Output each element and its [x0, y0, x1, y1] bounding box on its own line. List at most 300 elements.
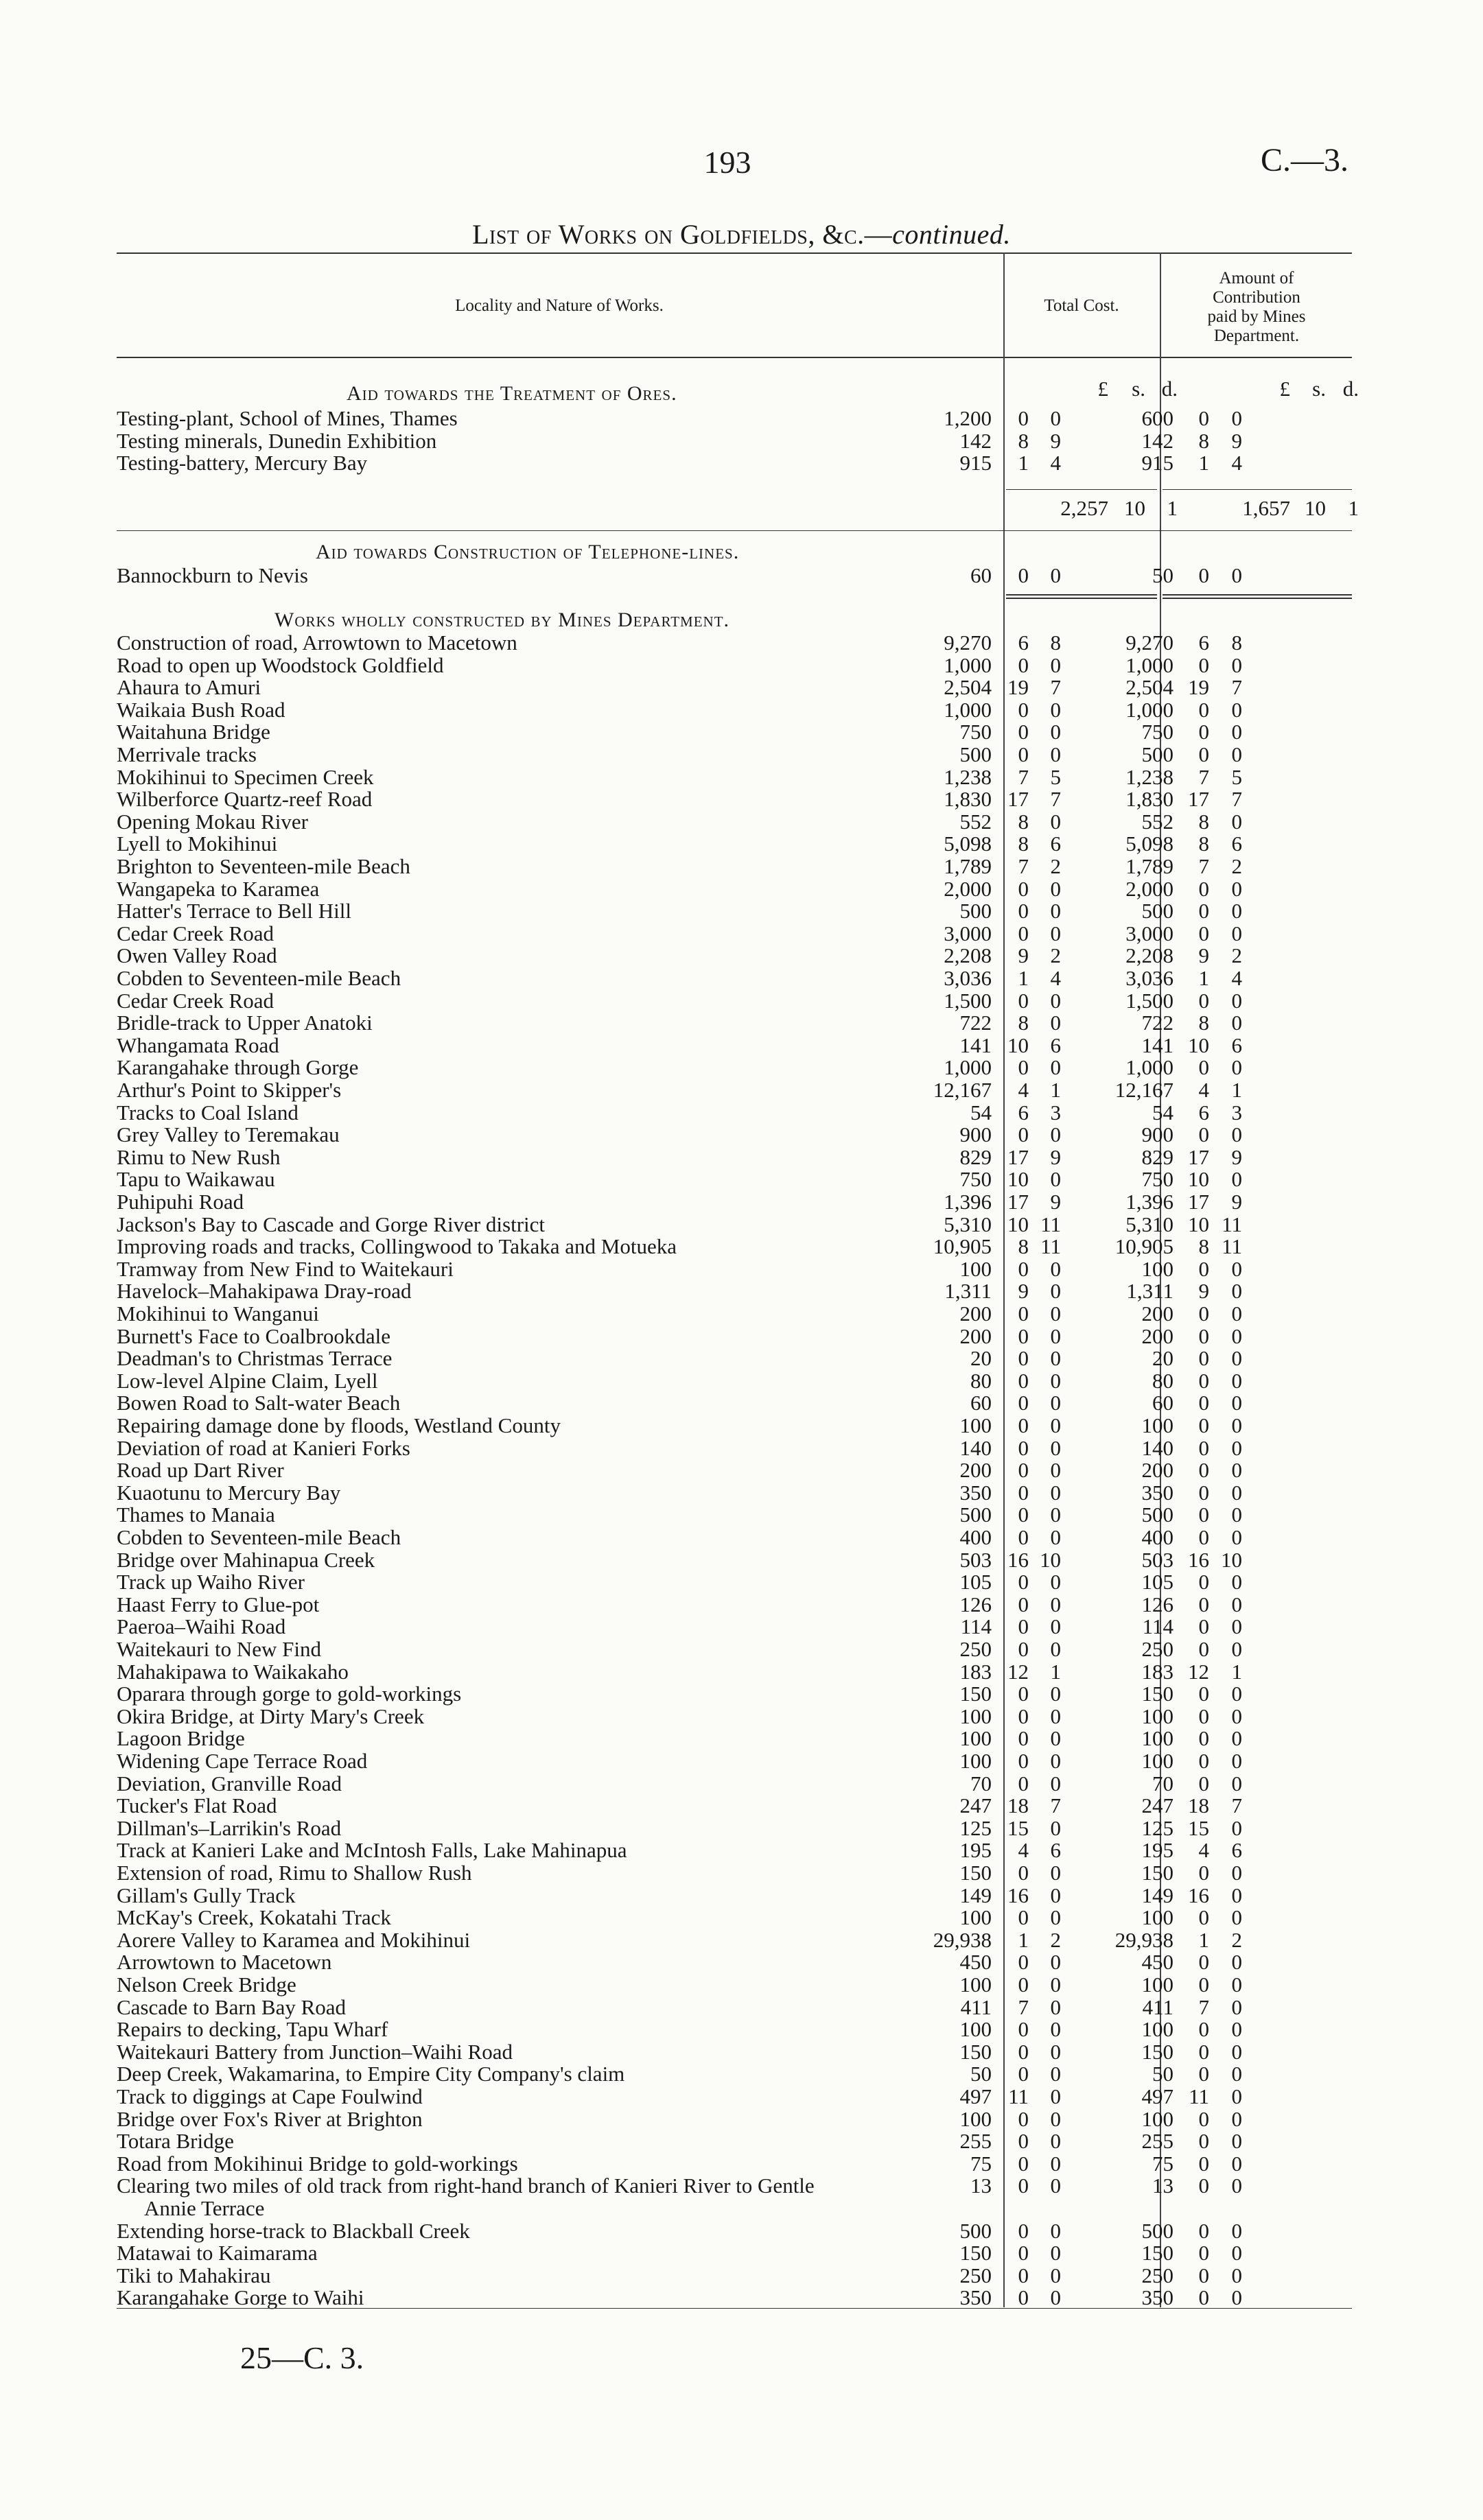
total-pounds: 114 [960, 1614, 992, 1639]
table-row [117, 2018, 1352, 2040]
total-pence: 0 [1050, 1994, 1061, 2019]
section-double-rule [1006, 598, 1157, 599]
total-shillings: 0 [1018, 1614, 1029, 1639]
contribution-pence: 2 [1231, 854, 1242, 878]
total-shillings: 10 [1007, 1212, 1029, 1236]
total-pence: 0 [1050, 1368, 1061, 1393]
table-row [117, 1772, 1352, 1795]
contribution-shillings: 6 [1198, 1100, 1209, 1124]
contribution-pence: 0 [1231, 1323, 1242, 1348]
total-pence: 0 [1050, 2017, 1061, 2042]
contribution-shillings: 0 [1198, 1637, 1209, 1661]
table-row [117, 407, 1352, 429]
contribution-shillings: 0 [1198, 1592, 1209, 1616]
table-row [117, 1884, 1352, 1907]
total-pence: 0 [1050, 1435, 1061, 1460]
contribution-pounds: 13 [1152, 2174, 1173, 2198]
total-shillings: 0 [1018, 406, 1029, 430]
contribution-pence: 0 [1231, 2084, 1242, 2108]
total-pounds: 500 [959, 899, 992, 923]
table-row [117, 1996, 1352, 2018]
total-pence: 9 [1050, 1144, 1061, 1169]
contribution-pounds: 100 [1141, 2106, 1173, 2131]
contribution-pence: 6 [1231, 1033, 1242, 1057]
contribution-pence: 0 [1231, 697, 1242, 722]
total-shillings: 0 [1018, 1503, 1029, 1527]
total-pounds: 2,504 [944, 675, 992, 700]
contribution-shillings: 0 [1198, 2241, 1209, 2265]
table-row [117, 1369, 1352, 1392]
footer-signature: 25—C. 3. [240, 2340, 364, 2375]
total-shillings: 0 [1018, 652, 1029, 677]
total-pence: 6 [1050, 832, 1061, 856]
table-row [117, 899, 1352, 922]
total-shillings: 0 [1018, 876, 1029, 901]
table-row [117, 1727, 1352, 1750]
contribution-pence: 2 [1231, 1927, 1242, 1952]
table-row [117, 1861, 1352, 1884]
total-pounds: 200 [959, 1302, 992, 1326]
work-name: Waikaia Bush Road [117, 697, 285, 722]
table-row [117, 1929, 1352, 1951]
contribution-pence: 0 [1231, 652, 1242, 677]
work-name: Deep Creek, Wakamarina, to Empire City Company's claim [117, 2062, 625, 2086]
contribution-pounds: 140 [1141, 1435, 1173, 1460]
total-pounds: 100 [959, 2017, 992, 2042]
contribution-pounds: 3,036 [1125, 966, 1173, 990]
total-pence: 0 [1050, 2218, 1061, 2243]
contribution-shillings: 0 [1198, 1480, 1209, 1505]
contribution-shillings: 1 [1198, 451, 1209, 475]
contribution-pence: 9 [1231, 428, 1242, 453]
contribution-shillings: 17 [1188, 1144, 1209, 1169]
contribution-pence: 0 [1231, 2263, 1242, 2287]
total-shillings: 17 [1007, 1144, 1029, 1169]
table-row [117, 1794, 1352, 1817]
total-shillings: 18 [1007, 1793, 1029, 1818]
table-row [117, 2130, 1352, 2152]
total-pounds: 255 [959, 2129, 992, 2154]
contribution-shillings: 10 [1188, 1212, 1209, 1236]
work-name: Brighton to Seventeen-mile Beach [117, 854, 410, 878]
total-pence: 0 [1050, 1749, 1061, 1773]
contribution-pounds: 1,238 [1125, 764, 1173, 789]
total-pounds: 150 [959, 2241, 992, 2265]
contribution-pounds: 503 [1141, 1547, 1173, 1572]
total-pounds: 750 [959, 720, 992, 744]
currency-pound: £ [1097, 377, 1108, 401]
total-shillings: 0 [1018, 2174, 1029, 2198]
contribution-shillings: 8 [1198, 809, 1209, 834]
total-pounds: 450 [959, 1950, 992, 1975]
work-name: Testing minerals, Dunedin Exhibition [117, 428, 437, 453]
contribution-pounds: 50 [1152, 563, 1173, 587]
contribution-pounds: 12,167 [1114, 1078, 1173, 1102]
total-shillings: 0 [1018, 1323, 1029, 1348]
total-pence: 0 [1050, 1570, 1061, 1594]
contribution-pence: 3 [1231, 1100, 1242, 1124]
contribution-pence: 0 [1231, 1771, 1242, 1795]
total-shillings: 0 [1018, 1861, 1029, 1885]
contribution-pounds: 183 [1141, 1659, 1173, 1684]
total-shillings: 0 [1018, 899, 1029, 923]
work-name: Repairs to decking, Tapu Wharf [117, 2017, 388, 2042]
contribution-shillings: 0 [1198, 899, 1209, 923]
contribution-pounds: 150 [1141, 1861, 1173, 1885]
work-name: Bridge over Fox's River at Brighton [117, 2106, 423, 2131]
work-name: Nelson Creek Bridge [117, 1973, 296, 1997]
page-title [0, 218, 1483, 250]
contribution-shillings: 0 [1198, 1749, 1209, 1773]
contribution-pence: 0 [1231, 2151, 1242, 2176]
contribution-shillings: 0 [1198, 988, 1209, 1013]
total-pounds: 750 [959, 1167, 992, 1192]
total-shillings: 0 [1018, 1704, 1029, 1728]
total-pounds: 1,238 [944, 764, 992, 789]
contribution-pounds: 100 [1141, 1256, 1173, 1281]
total-shillings: 0 [1018, 1682, 1029, 1706]
contribution-pounds: 500 [1141, 899, 1173, 923]
work-name: Construction of road, Arrowtown to Macetown [117, 631, 517, 655]
total-pounds: 200 [959, 1458, 992, 1483]
contribution-pounds: 500 [1141, 1503, 1173, 1527]
contribution-shillings: 0 [1198, 876, 1209, 901]
table-row [117, 1056, 1352, 1079]
total-pounds: 5,098 [944, 832, 992, 856]
contribution-pence: 4 [1231, 451, 1242, 475]
total-shillings: 0 [1018, 1973, 1029, 1997]
total-pence: 0 [1050, 2084, 1061, 2108]
work-name: Wangapeka to Karamea [117, 876, 320, 901]
contribution-pence: 7 [1231, 787, 1242, 812]
total-pounds: 350 [959, 1480, 992, 1505]
contribution-pence: 0 [1231, 1279, 1242, 1304]
table-row [117, 1906, 1352, 1929]
contribution-pence: 0 [1231, 876, 1242, 901]
table-row [117, 1414, 1352, 1437]
total-shillings: 0 [1018, 1435, 1029, 1460]
total-pounds: 100 [959, 1749, 992, 1773]
contribution-pounds: 9,270 [1125, 631, 1173, 655]
contribution-shillings: 4 [1198, 1838, 1209, 1863]
total-pence: 0 [1050, 1480, 1061, 1505]
table-row-continuation [117, 2197, 1352, 2219]
work-name: McKay's Creek, Kokatahi Track [117, 1905, 391, 1930]
subtotal-total-pounds: 2,257 [1060, 496, 1108, 520]
page-number: 193 [703, 145, 751, 180]
total-shillings: 1 [1018, 451, 1029, 475]
total-pounds: 141 [959, 1033, 992, 1057]
work-name: Karangahake Gorge to Waihi [117, 2285, 364, 2310]
work-name: Deviation, Granville Road [117, 1771, 342, 1795]
contribution-pence: 0 [1231, 1413, 1242, 1437]
contribution-shillings: 0 [1198, 1413, 1209, 1437]
contribution-shillings: 0 [1198, 1973, 1209, 1997]
total-shillings: 11 [1008, 2084, 1029, 2108]
contribution-pence: 0 [1231, 921, 1242, 945]
total-pounds: 100 [959, 1256, 992, 1281]
work-name: Thames to Manaia [117, 1503, 275, 1527]
contribution-shillings: 0 [1198, 921, 1209, 945]
table-row [117, 922, 1352, 945]
table-row [117, 1973, 1352, 1996]
total-pence: 0 [1050, 1637, 1061, 1661]
contribution-pence: 0 [1231, 2106, 1242, 2131]
contribution-pence: 0 [1231, 1704, 1242, 1728]
contribution-pence: 0 [1231, 809, 1242, 834]
contribution-shillings: 0 [1198, 2151, 1209, 2176]
total-pounds: 200 [959, 1323, 992, 1348]
contribution-shillings: 7 [1198, 764, 1209, 789]
section-double-rule [1006, 594, 1157, 596]
table-row [117, 564, 1352, 587]
total-pence: 4 [1050, 451, 1061, 475]
table-row [117, 2040, 1352, 2063]
total-pence: 0 [1050, 1323, 1061, 1348]
total-pounds: 1,830 [944, 787, 992, 812]
table-row [117, 1258, 1352, 1280]
total-shillings: 0 [1018, 720, 1029, 744]
total-pence: 2 [1050, 1927, 1061, 1952]
table-row [117, 451, 1352, 474]
contribution-pence: 11 [1222, 1234, 1242, 1259]
total-shillings: 0 [1018, 1346, 1029, 1371]
contribution-pounds: 350 [1141, 1480, 1173, 1505]
total-shillings: 0 [1018, 1592, 1029, 1616]
contribution-pounds: 200 [1141, 1323, 1173, 1348]
work-name: Mahakipawa to Waikakaho [117, 1659, 349, 1684]
contribution-pounds: 2,208 [1125, 943, 1173, 968]
contribution-shillings: 6 [1198, 631, 1209, 655]
contribution-pounds: 1,311 [1126, 1279, 1173, 1304]
contribution-pence: 1 [1231, 1659, 1242, 1684]
total-pounds: 915 [959, 451, 992, 475]
subtotal-total-shillings: 10 [1124, 496, 1145, 520]
contribution-pounds: 250 [1141, 2263, 1173, 2287]
table-row [117, 1302, 1352, 1325]
contribution-pounds: 105 [1141, 1570, 1173, 1594]
contribution-shillings: 0 [1198, 2263, 1209, 2287]
table-row [117, 2152, 1352, 2175]
total-pence: 5 [1050, 764, 1061, 789]
work-name: Arrowtown to Macetown [117, 1950, 332, 1975]
contribution-shillings: 8 [1198, 1234, 1209, 1259]
total-pence: 0 [1050, 1256, 1061, 1281]
contribution-pence: 0 [1231, 1055, 1242, 1080]
contribution-pounds: 250 [1141, 1637, 1173, 1661]
total-pounds: 3,000 [944, 921, 992, 945]
work-name-continuation: Annie Terrace [144, 2196, 265, 2220]
work-name: Testing-plant, School of Mines, Thames [117, 406, 458, 430]
section-double-rule [1163, 594, 1352, 596]
contribution-pence: 0 [1231, 1503, 1242, 1527]
total-shillings: 8 [1018, 1011, 1029, 1035]
work-name: Arthur's Point to Skipper's [117, 1078, 342, 1102]
table-row [117, 2085, 1352, 2108]
contribution-pence: 0 [1231, 1302, 1242, 1326]
total-shillings: 0 [1018, 563, 1029, 587]
header-locality: Locality and Nature of Works. [455, 296, 664, 315]
contribution-pence: 0 [1231, 742, 1242, 766]
work-name: Rimu to New Rush [117, 1144, 281, 1169]
total-pence: 10 [1040, 1547, 1061, 1572]
contribution-pounds: 142 [1141, 428, 1173, 453]
table-row [117, 2264, 1352, 2287]
contribution-pence: 0 [1231, 1749, 1242, 1773]
total-shillings: 8 [1018, 832, 1029, 856]
work-name: Havelock–Mahakipawa Dray-road [117, 1279, 412, 1304]
total-pounds: 60 [970, 563, 992, 587]
work-name: Tramway from New Find to Waitekauri [117, 1256, 454, 1281]
contribution-pence: 0 [1231, 1883, 1242, 1907]
total-pence: 0 [1050, 921, 1061, 945]
table-row [117, 1615, 1352, 1638]
total-pounds: 195 [959, 1838, 992, 1863]
total-shillings: 0 [1018, 1950, 1029, 1975]
table-row [117, 1235, 1352, 1258]
contribution-shillings: 0 [1198, 2285, 1209, 2310]
contribution-pence: 0 [1231, 563, 1242, 587]
contribution-shillings: 0 [1198, 652, 1209, 677]
work-name: Gillam's Gully Track [117, 1883, 296, 1907]
total-shillings: 1 [1018, 966, 1029, 990]
contribution-shillings: 8 [1198, 1011, 1209, 1035]
work-name: Deadman's to Christmas Terrace [117, 1346, 393, 1371]
work-name: Deviation of road at Kanieri Forks [117, 1435, 410, 1460]
work-name: Totara Bridge [117, 2129, 234, 2154]
total-pounds: 150 [959, 2039, 992, 2064]
total-pounds: 100 [959, 1905, 992, 1930]
work-name: Whangamata Road [117, 1033, 279, 1057]
table-row [117, 878, 1352, 900]
contribution-pence: 0 [1231, 899, 1242, 923]
total-pounds: 1,789 [944, 854, 992, 878]
contribution-pounds: 100 [1141, 1726, 1173, 1751]
total-shillings: 0 [1018, 2218, 1029, 2243]
work-name: Extension of road, Rimu to Shallow Rush [117, 1861, 472, 1885]
total-pence: 0 [1050, 809, 1061, 834]
contribution-shillings: 0 [1198, 720, 1209, 744]
total-shillings: 0 [1018, 2129, 1029, 2154]
work-name: Bridge over Mahinapua Creek [117, 1547, 375, 1572]
table-row [117, 2108, 1352, 2130]
total-pounds: 250 [959, 1637, 992, 1661]
contribution-pence: 0 [1231, 1435, 1242, 1460]
work-name: Kuaotunu to Mercury Bay [117, 1480, 341, 1505]
contribution-pence: 11 [1222, 1212, 1242, 1236]
work-name: Extending horse-track to Blackball Creek [117, 2218, 470, 2243]
total-pence: 0 [1050, 742, 1061, 766]
total-pounds: 900 [959, 1122, 992, 1147]
total-shillings: 8 [1018, 428, 1029, 453]
contribution-pence: 0 [1231, 2062, 1242, 2086]
contribution-pence: 0 [1231, 1458, 1242, 1483]
contribution-shillings: 1 [1198, 1927, 1209, 1952]
work-name: Jackson's Bay to Cascade and Gorge River district [117, 1212, 546, 1236]
total-pounds: 400 [959, 1525, 992, 1549]
contribution-pence: 0 [1231, 1905, 1242, 1930]
total-pence: 0 [1050, 1704, 1061, 1728]
work-name: Testing-battery, Mercury Bay [117, 451, 368, 475]
contribution-pence: 0 [1231, 1637, 1242, 1661]
table-row [117, 1213, 1352, 1236]
total-shillings: 0 [1018, 742, 1029, 766]
contribution-pounds: 350 [1141, 2285, 1173, 2310]
contribution-shillings: 0 [1198, 2039, 1209, 2064]
contribution-pounds: 400 [1141, 1525, 1173, 1549]
total-shillings: 0 [1018, 1413, 1029, 1437]
table-row [117, 1079, 1352, 1101]
total-pence: 0 [1050, 2039, 1061, 2064]
total-pounds: 5,310 [944, 1212, 992, 1236]
table-row [117, 1951, 1352, 1973]
contribution-pence: 0 [1231, 1592, 1242, 1616]
contribution-pence: 10 [1221, 1547, 1242, 1572]
contribution-pence: 0 [1231, 1525, 1242, 1549]
contribution-pounds: 114 [1142, 1614, 1173, 1639]
total-shillings: 0 [1018, 1055, 1029, 1080]
total-pounds: 247 [959, 1793, 992, 1818]
total-pounds: 54 [970, 1100, 992, 1124]
contribution-pence: 0 [1231, 1815, 1242, 1840]
contribution-pounds: 900 [1141, 1122, 1173, 1147]
contribution-pence: 8 [1231, 631, 1242, 655]
total-shillings: 0 [1018, 1726, 1029, 1751]
section-heading-telephone: Aid towards Construction of Telephone-lines. [316, 541, 740, 563]
contribution-shillings: 7 [1198, 854, 1209, 878]
total-pence: 2 [1050, 854, 1061, 878]
total-pence: 0 [1050, 1011, 1061, 1035]
work-name: Puhipuhi Road [117, 1190, 244, 1214]
subtotal-contribution-pence: 1 [1348, 496, 1359, 520]
contribution-shillings: 0 [1198, 563, 1209, 587]
contribution-shillings: 17 [1188, 787, 1209, 812]
total-shillings: 16 [1007, 1883, 1029, 1907]
table-row [117, 1280, 1352, 1302]
total-pounds: 20 [970, 1346, 992, 1371]
table-row [117, 2286, 1352, 2309]
contribution-shillings: 4 [1198, 1078, 1209, 1102]
work-name: Widening Cape Terrace Road [117, 1749, 368, 1773]
contribution-shillings: 0 [1198, 2017, 1209, 2042]
work-name: Cedar Creek Road [117, 921, 274, 945]
contribution-pounds: 750 [1141, 1167, 1173, 1192]
contribution-shillings: 8 [1198, 428, 1209, 453]
contribution-pounds: 450 [1141, 1950, 1173, 1975]
contribution-pounds: 100 [1141, 2017, 1173, 2042]
work-name: Tracks to Coal Island [117, 1100, 299, 1124]
contribution-shillings: 16 [1188, 1547, 1209, 1572]
page-code: C.—3. [1260, 142, 1348, 178]
contribution-pence: 0 [1231, 2174, 1242, 2198]
total-shillings: 0 [1018, 988, 1029, 1013]
work-name: Lyell to Mokihinui [117, 832, 278, 856]
total-pence: 8 [1050, 631, 1061, 655]
table-row [117, 1123, 1352, 1146]
contribution-pounds: 1,396 [1125, 1190, 1173, 1214]
contribution-shillings: 0 [1198, 1950, 1209, 1975]
title-continued: continued. [892, 219, 1011, 250]
table-row [117, 1034, 1352, 1057]
work-name: Road to open up Woodstock Goldfield [117, 652, 444, 677]
contribution-pounds: 255 [1141, 2129, 1173, 2154]
total-shillings: 0 [1018, 1525, 1029, 1549]
contribution-pounds: 2,504 [1125, 675, 1173, 700]
contribution-pounds: 150 [1141, 2039, 1173, 2064]
contribution-shillings: 0 [1198, 2106, 1209, 2131]
contribution-shillings: 18 [1188, 1793, 1209, 1818]
total-pence: 4 [1050, 966, 1061, 990]
